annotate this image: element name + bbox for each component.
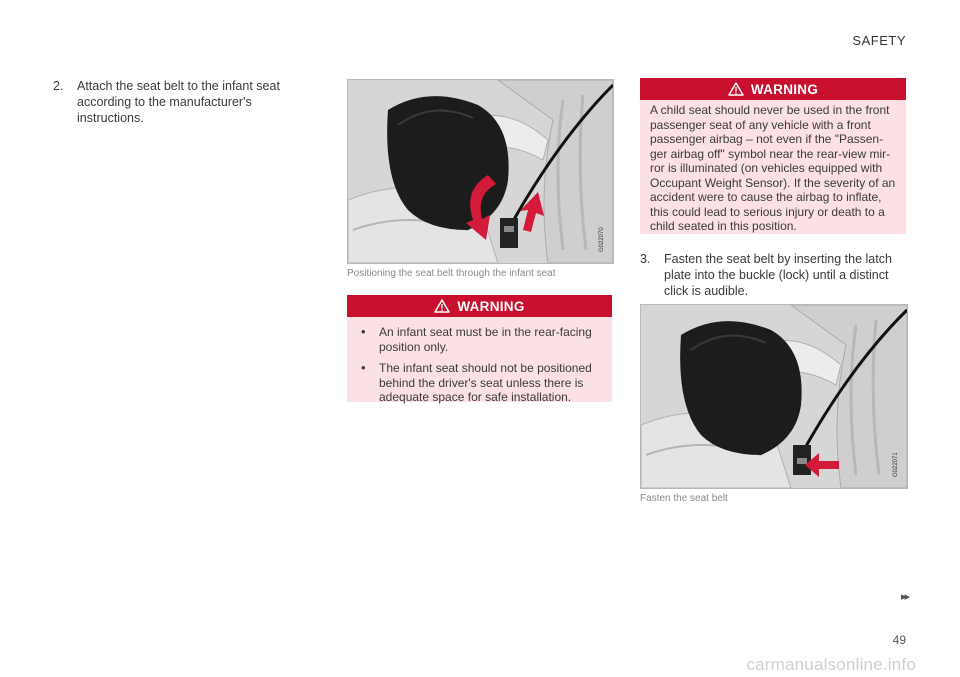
page-number: 49 — [892, 633, 906, 647]
warning-text: A child seat should never be used in the front passenger seat of any vehicle with a front passenger airbag – not even if the "Passen-ger airbag off" symbol near the rear-view mir-ror is illuminated (on vehicles equipped with Occupant Weight Sensor). If the severity of an accident were to cause the airbag to inflate, this could lead to serious injury or death to a child seated in this position. — [650, 103, 896, 233]
watermark: carmanualsonline.info — [746, 655, 916, 674]
step-text: Fasten the seat belt by inserting the latch plate into the buckle (lock) until a distinct click is audible. — [664, 252, 892, 298]
step-3 — [640, 251, 906, 299]
figure-code: G022071 — [893, 452, 899, 477]
bullet-text: An infant seat must be in the rear-facing position only. — [379, 325, 592, 354]
bullet-text: The infant seat should not be positioned behind the driver's seat unless there is adequate space for safe installation. — [379, 361, 592, 404]
warning-title: WARNING — [457, 298, 525, 314]
figure-caption: Positioning the seat belt through the infant seat — [347, 268, 556, 279]
list-item — [358, 325, 601, 354]
seat-illustration — [641, 305, 907, 488]
warning-title: WARNING — [750, 81, 819, 97]
step-2 — [53, 78, 318, 126]
step-number: 2. — [53, 79, 64, 93]
figure-fasten-seat-belt — [640, 304, 908, 489]
seat-illustration — [348, 80, 613, 263]
list-item — [358, 361, 601, 405]
warning-triangle-icon — [434, 299, 450, 313]
warning-box-front-seat — [640, 78, 906, 234]
warning-box-infant-seat — [347, 295, 612, 402]
figure-caption: Fasten the seat belt — [640, 493, 728, 504]
step-text: Attach the seat belt to the infant seat according to the manufacturer's instructions. — [77, 79, 280, 125]
bullet: • — [361, 324, 366, 339]
figure-code: G022070 — [599, 227, 605, 252]
warning-header — [640, 78, 906, 100]
section-title: SAFETY — [852, 33, 906, 48]
figure-infant-seat-belt-positioning — [347, 79, 614, 264]
warning-header — [347, 295, 612, 317]
warning-triangle-icon — [728, 82, 744, 96]
next-page-icon: ▸▸ — [900, 591, 908, 603]
bullet: • — [361, 360, 366, 375]
step-number: 3. — [640, 252, 651, 266]
